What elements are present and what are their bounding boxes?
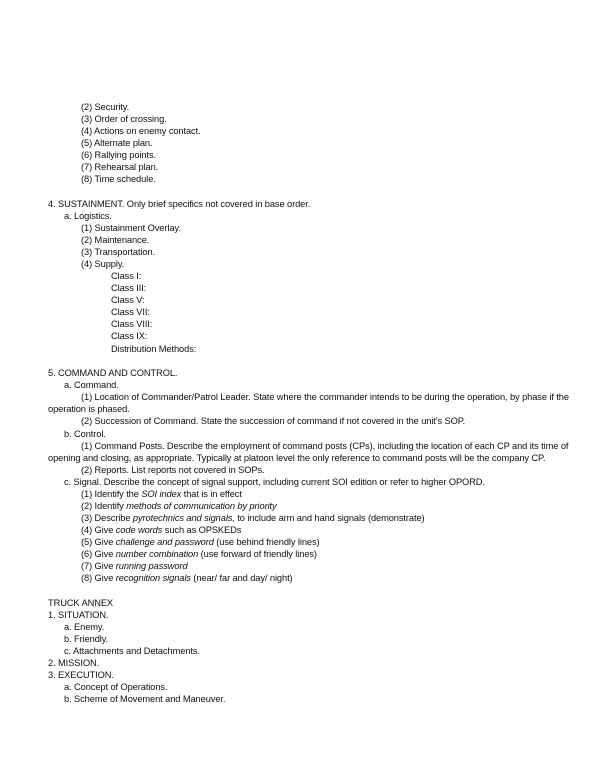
signal-item: (8) Give recognition signals (near/ far and day/ night) bbox=[81, 573, 293, 583]
supply-class-item: Distribution Methods: bbox=[111, 344, 197, 354]
annex-title: TRUCK ANNEX bbox=[48, 598, 114, 608]
list-item: (4) Actions on enemy contact. bbox=[81, 126, 201, 136]
supply-class-item: Class IX: bbox=[111, 331, 148, 341]
list-item: b. Scheme of Movement and Maneuver. bbox=[64, 694, 226, 704]
sub-heading-control: b. Control. bbox=[64, 429, 106, 439]
signal-item: (4) Give code words such as OPSKEDs bbox=[81, 525, 242, 535]
section-heading-situation: 1. SITUATION. bbox=[48, 610, 109, 620]
sub-heading-logistics: a. Logistics. bbox=[64, 211, 112, 221]
signal-item: (5) Give challenge and password (use behind friendly lines) bbox=[81, 537, 320, 547]
sub-heading-command: a. Command. bbox=[64, 380, 119, 390]
supply-class-item: Class VII: bbox=[111, 307, 150, 317]
list-item: (2) Security. bbox=[81, 102, 130, 112]
paragraph-line: (1) Location of Commander/Patrol Leader. State where the commander intends to be during the operation, by phase if the bbox=[81, 392, 569, 402]
supply-class-item: Class III: bbox=[111, 283, 147, 293]
paragraph-line: (1) Command Posts. Describe the employment of command posts (CPs), including the location of each CP and its time of bbox=[81, 441, 569, 451]
list-item: c. Attachments and Detachments. bbox=[64, 646, 200, 656]
list-item: (6) Rallying points. bbox=[81, 150, 156, 160]
section-heading-execution: 3. EXECUTION. bbox=[48, 670, 114, 680]
signal-item: (7) Give running password bbox=[81, 561, 188, 571]
signal-item: (1) Identify the SOI index that is in effect bbox=[81, 489, 242, 499]
supply-class-item: Class VIII: bbox=[111, 319, 153, 329]
list-item: (3) Order of crossing. bbox=[81, 114, 167, 124]
list-item: a. Enemy. bbox=[64, 622, 105, 632]
paragraph-line: (2) Succession of Command. State the succession of command if not covered in the unit's SOP. bbox=[81, 416, 466, 426]
paragraph-line: opening and closing, as appropriate. Typically at platoon level the only reference to command posts will be the company CP. bbox=[48, 453, 546, 463]
list-item: (5) Alternate plan. bbox=[81, 138, 153, 148]
list-item: b. Friendly. bbox=[64, 634, 109, 644]
list-item: (8) Time schedule. bbox=[81, 174, 156, 184]
section-heading-command: 5. COMMAND AND CONTROL. bbox=[48, 368, 178, 378]
list-item: (2) Maintenance. bbox=[81, 235, 150, 245]
list-item: (4) Supply. bbox=[81, 259, 125, 269]
signal-item: (3) Describe pyrotechnics and signals, to include arm and hand signals (demonstrate) bbox=[81, 513, 425, 523]
signal-item: (2) Identify methods of communication by priority bbox=[81, 501, 277, 511]
list-item: (3) Transportation. bbox=[81, 247, 156, 257]
list-item: (1) Sustainment Overlay. bbox=[81, 223, 181, 233]
signal-item: (6) Give number combination (use forward of friendly lines) bbox=[81, 549, 317, 559]
list-item: a. Concept of Operations. bbox=[64, 682, 168, 692]
supply-class-item: Class I: bbox=[111, 271, 142, 281]
section-heading-sustainment: 4. SUSTAINMENT. Only brief specifics not covered in base order. bbox=[48, 199, 311, 209]
supply-class-item: Class V: bbox=[111, 295, 145, 305]
sub-heading-signal: c. Signal. Describe the concept of signal support, including current SOI edition or refer to higher OPORD. bbox=[64, 477, 485, 487]
paragraph-line: (2) Reports. List reports not covered in SOPs. bbox=[81, 465, 265, 475]
paragraph-line: operation is phased. bbox=[48, 404, 130, 414]
list-item: (7) Rehearsal plan. bbox=[81, 162, 159, 172]
section-heading-mission: 2. MISSION. bbox=[48, 658, 100, 668]
